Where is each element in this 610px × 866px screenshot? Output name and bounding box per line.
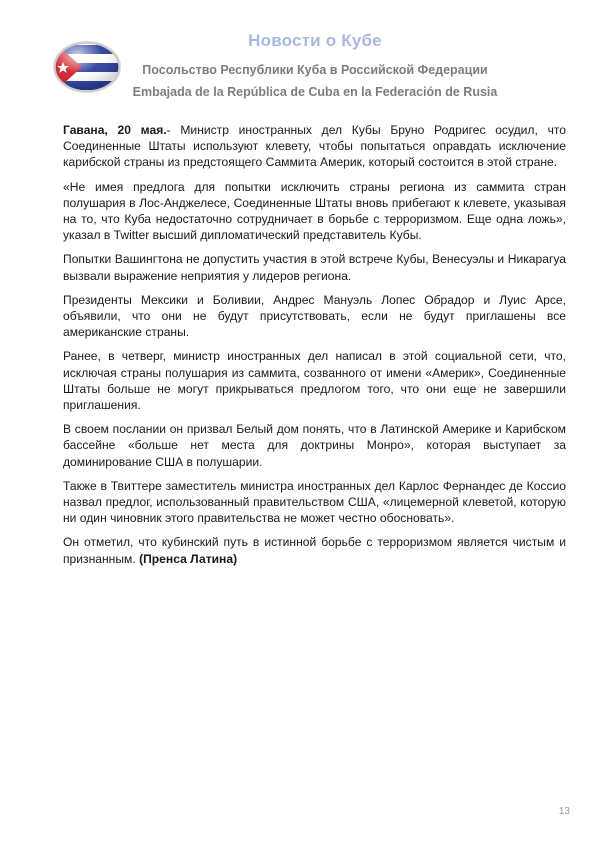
paragraph-text: - Министр иностранных дел Кубы Бруно Родригес осудил, что Соединенные Штаты используют клевету, чтобы попытаться оправдать исключение карибской страны из предстоящего Саммита Америк, который состоится в этой стране. [63,123,566,170]
embassy-name-russian: Посольство Республики Куба в Российской Федерации [142,63,488,77]
article-paragraph: Президенты Мексики и Боливии, Андрес Мануэль Лопес Обрадор и Луис Арсе, объявили, что они не будут присутствовать, если не будут приглашены все американские страны. [63,292,566,340]
article-paragraph: Ранее, в четверг, министр иностранных дел написал в этой социальной сети, что, исключая страны полушария из саммита, созванного от имени «Америк», Соединенные Штаты больше не могут прикрываться предлогом того, что они еще не завершили приглашения. [63,349,566,413]
article-body [63,122,566,575]
newsletter-title: Новости о Кубе [248,31,382,50]
article-paragraph [63,534,566,566]
article-paragraph: В своем послании он призвал Белый дом понять, что в Латинской Америке и Карибском бассейне «больше нет места для доктрины Монро», которая выступает за доминирование США в полушарии. [63,422,566,469]
page-header [0,0,610,110]
embassy-name-spanish: Embajada de la República de Cuba en la Federación de Rusia [132,85,498,99]
paragraph-text: Он отметил, что кубинский путь в истинной борьбе с терроризмом является чистым и признанным. [63,535,566,566]
article-paragraph: Также в Твиттере заместитель министра иностранных дел Карлос Фернандес де Коссио назвал предлог, использованный правительством США, «лицемерной клеветой, которую ни один чиновник этого правительства не может честно обосновать». [63,478,566,526]
article-paragraph: «Не имея предлога для попытки исключить страны региона из саммита стран полушария в Лос-Анджелесе, Соединенные Штаты вновь прибегают к клевете, указывая на то, что Куба недостаточно сотрудничает в борьбе с терроризмом. Еще одна ложь», указал в Twitter высший дипломатический представитель Кубы. [63,179,566,243]
news-source: (Пренса Латина) [139,551,238,566]
article-paragraph [63,122,566,171]
page-number: 13 [558,806,570,817]
dateline: Гавана, 20 мая. [63,123,167,137]
article-paragraph: Попытки Вашингтона не допустить участия в этой встрече Кубы, Венесуэлы и Никарагуа вызвали выражение неприятия у лидеров региона. [63,252,566,283]
